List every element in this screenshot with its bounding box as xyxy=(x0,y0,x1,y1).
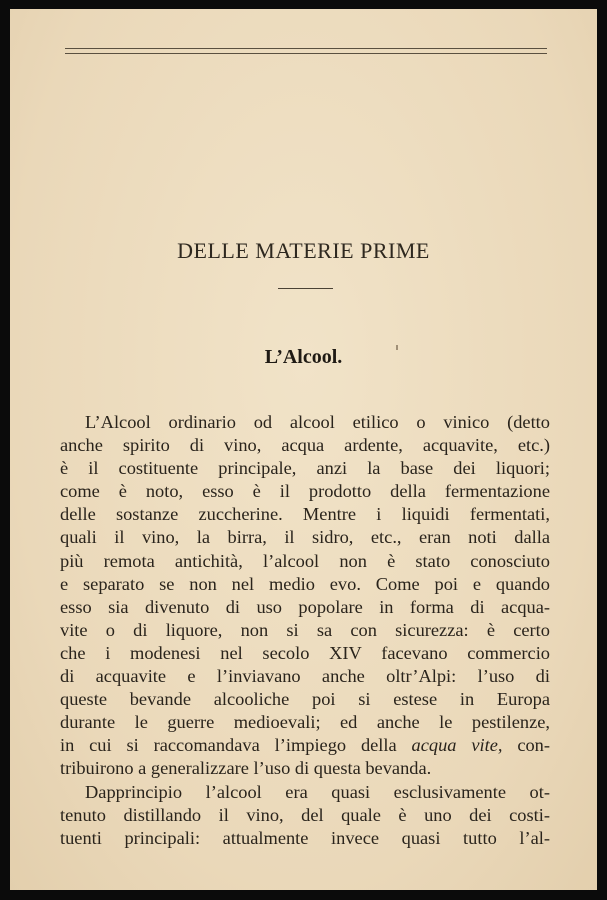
section-title: L’Alcool. xyxy=(264,346,343,368)
text-segment: in cui si raccomandava l’impiego della xyxy=(60,735,412,756)
italic-term: acqua vite, xyxy=(411,735,503,756)
header-rule-bottom xyxy=(65,53,547,54)
header-rule-top xyxy=(65,48,547,49)
text-line: tenuto distillando il vino, del quale è uno dei costi- xyxy=(60,804,550,825)
paper-speck xyxy=(396,345,398,350)
text-line-with-italic xyxy=(60,734,550,757)
text-line: di acquavite e l’inviavano anche oltr’Alpi: l’uso di xyxy=(60,666,550,687)
text-line: tuenti principali: attualmente invece quasi tutto l’al- xyxy=(60,827,550,848)
text-line: esso sia divenuto di uso popolare in forma di acqua- xyxy=(60,596,550,617)
text-line: vite o di liquore, non si sa con sicurezza: è certo xyxy=(60,619,550,640)
book-page xyxy=(10,9,597,890)
text-line: L’Alcool ordinario od alcool etilico o vinico (detto xyxy=(85,412,550,432)
text-line: e separato se non nel medio evo. Come poi e quando xyxy=(60,573,550,594)
text-line: che i modenesi nel secolo XIV facevano commercio xyxy=(60,642,550,663)
text-line: queste bevande alcooliche poi si estese in Europa xyxy=(60,689,550,710)
body-text xyxy=(60,411,550,850)
title-divider xyxy=(278,288,333,289)
text-line: delle sostanze zuccherine. Mentre i liquidi fermentati, xyxy=(60,504,550,525)
text-line: durante le guerre medioevali; ed anche le pestilenze, xyxy=(60,712,550,733)
text-line: più remota antichità, l’alcool non è stato conosciuto xyxy=(60,550,550,571)
text-segment: con- xyxy=(502,735,551,756)
text-line: tribuirono a generalizzare l’uso di questa bevanda. xyxy=(60,758,432,779)
text-line: anche spirito di vino, acqua ardente, acquavite, etc.) xyxy=(60,435,550,456)
text-line: è il costituente principale, anzi la base dei liquori; xyxy=(60,458,550,479)
chapter-title: DELLE MATERIE PRIME xyxy=(177,238,430,263)
text-line: come è noto, esso è il prodotto della fermentazione xyxy=(60,481,550,502)
text-line: Dapprincipio l’alcool era quasi esclusivamente ot- xyxy=(85,781,550,802)
text-line: quali il vino, la birra, il sidro, etc., eran noti dalla xyxy=(60,527,550,548)
